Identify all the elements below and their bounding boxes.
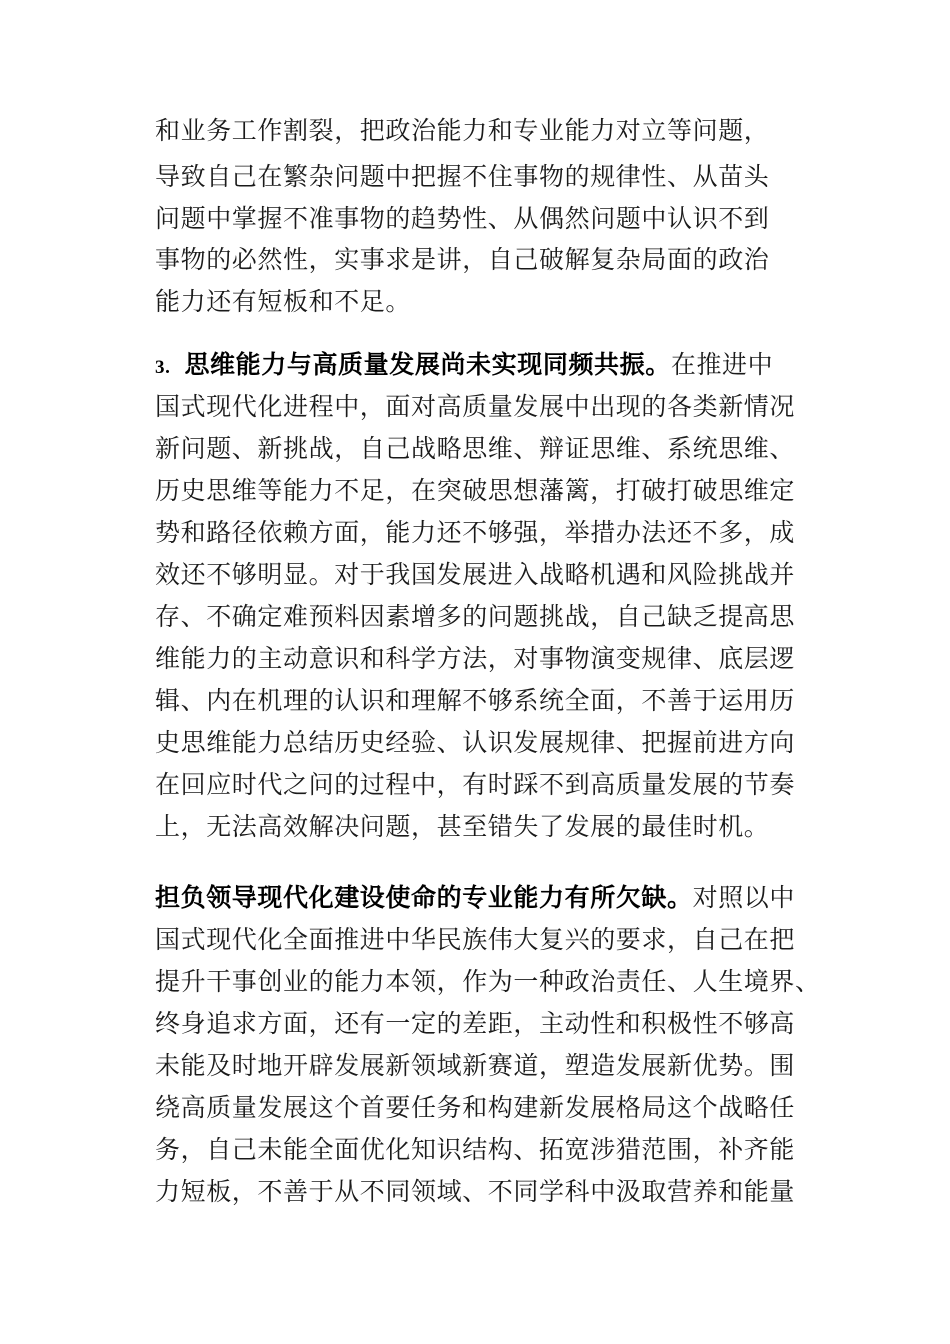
text-line: 史思维能力总结历史经验、认识发展规律、把握前进方向 [155,728,796,757]
text-line: 在回应时代之问的过程中，有时踩不到高质量发展的节奏 [155,770,796,799]
text-line: 能力还有短板和不足。 [155,287,412,316]
paragraph-2-first-line [155,345,773,385]
text-line: 未能及时地开辟发展新领域新赛道，塑造发展新优势。围 [155,1051,796,1080]
text-line: 务，自己未能全面优化知识结构、拓宽涉猎范围，补齐能 [155,1135,796,1164]
section-heading: 思维能力与高质量发展尚未实现同频共振。 [184,350,671,379]
text-line: 效还不够明显。对于我国发展进入战略机遇和风险挑战并 [155,560,796,589]
text-line: 绕高质量发展这个首要任务和构建新发展格局这个战略任 [155,1093,796,1122]
text-line: 新问题、新挑战，自己战略思维、辩证思维、系统思维、 [155,434,796,463]
text-line: 存、不确定难预料因素增多的问题挑战，自己缺乏提高思 [155,602,796,631]
text-run: 在推进中 [670,350,774,379]
text-line: 力短板，不善于从不同领域、不同学科中汲取营养和能量 [155,1177,796,1206]
text-run: 对照以中 [692,883,796,912]
text-line: 维能力的主动意识和科学方法，对事物演变规律、底层逻 [155,644,796,673]
text-line: 提升干事创业的能力本领，作为一种政治责任、人生境界、 [155,967,821,996]
text-line: 和业务工作割裂，把政治能力和专业能力对立等问题， [155,116,770,145]
text-line: 势和路径依赖方面，能力还不够强，举措办法还不多，成 [155,518,796,547]
text-line: 上，无法高效解决问题，甚至错失了发展的最佳时机。 [155,812,770,841]
text-line: 国式现代化全面推进中华民族伟大复兴的要求，自己在把 [155,925,796,954]
text-line: 辑、内在机理的认识和理解不够系统全面，不善于运用历 [155,686,796,715]
text-line: 历史思维等能力不足，在突破思想藩篱，打破打破思维定 [155,476,796,505]
text-line: 终身追求方面，还有一定的差距，主动性和积极性不够高 [155,1009,796,1038]
text-line: 导致自己在繁杂问题中把握不住事物的规律性、从苗头 [155,162,770,191]
section-heading: 担负领导现代化建设使命的专业能力有所欠缺。 [155,883,693,912]
text-line: 事物的必然性，实事求是讲，自己破解复杂局面的政治 [155,245,770,274]
text-line: 问题中掌握不准事物的趋势性、从偶然问题中认识不到 [155,204,770,233]
item-number: 3. [155,357,171,378]
paragraph-3-first-line [155,878,795,918]
text-line: 国式现代化进程中，面对高质量发展中出现的各类新情况 [155,392,796,421]
